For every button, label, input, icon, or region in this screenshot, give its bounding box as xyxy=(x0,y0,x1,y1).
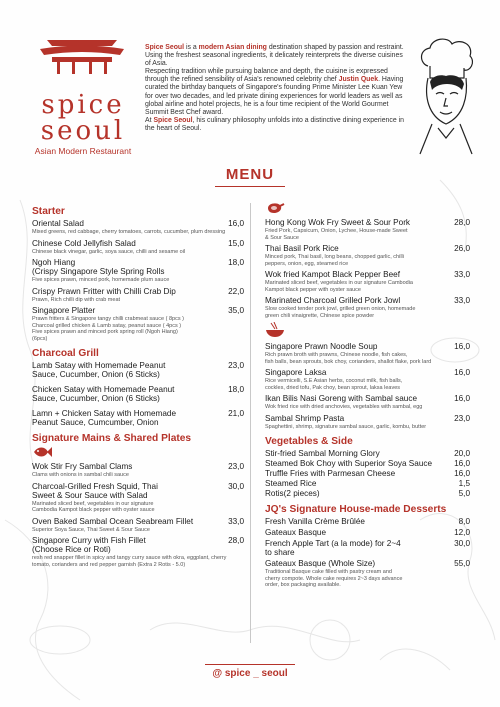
item-price: 33,0 xyxy=(228,516,244,526)
section-title-mains: Signature Mains & Shared Plates xyxy=(32,433,192,444)
item-name: Marinated Charcoal Grilled Pork Jowl xyxy=(265,296,401,305)
section-title-vegetables: Vegetables & Side xyxy=(265,436,353,447)
item-name: Chinese Cold Jellyfish Salad xyxy=(32,238,136,248)
item-price: 16,0 xyxy=(454,459,470,468)
noodle-bowl-icon xyxy=(265,322,285,338)
item-price: 33,0 xyxy=(454,296,470,305)
section-title-grill: Charcoal Grill xyxy=(32,348,99,359)
menu-item xyxy=(32,306,244,342)
intro-text-span: Having curated the birthday banquets of Singapore's founding Prime Minister Lee Kuan Yew for over two decades, and led private dining experiences for world leaders as well as global airline and hotel projects, he is a four time recipient of the World Gourmet Summit Best Chef award. xyxy=(145,76,404,116)
item-description: Five spices prawn, minced pork, homemade plum sauce xyxy=(32,277,170,283)
meat-icon-line xyxy=(265,202,470,216)
item-price: 18,0 xyxy=(228,385,244,394)
item-price: 18,0 xyxy=(228,258,244,267)
intro-paragraph-1 xyxy=(145,44,410,68)
menu-item xyxy=(265,479,470,488)
menu-item xyxy=(32,239,244,256)
item-name: Crispy Prawn Fritter with Chilli Crab Dip xyxy=(32,286,176,296)
item-price: 16,0 xyxy=(228,219,244,228)
intro-text-span: destination shaped by passion and restraint. Using the freshest seasonal ingredients, it delicately reinterprets the diverse cuisines of Asia. xyxy=(145,44,404,68)
right-column xyxy=(265,200,470,592)
item-description: Prawn, Rich chilli dip with crab meat xyxy=(32,296,121,303)
item-price: 12,0 xyxy=(454,528,470,537)
column-divider xyxy=(250,203,251,643)
item-price: 5,0 xyxy=(458,489,470,498)
section-title-desserts: JQ's Signature House-made Desserts xyxy=(265,504,447,515)
item-price: 1,5 xyxy=(458,479,470,488)
intro-brand: Spice Seoul xyxy=(145,44,185,51)
chef-portrait-icon xyxy=(410,36,480,156)
menu-item xyxy=(32,258,244,284)
menu-item xyxy=(32,385,244,403)
item-name: Hong Kong Wok Fry Sweet & Sour Pork xyxy=(265,218,411,227)
social-handle: @ spice _ seoul xyxy=(212,668,288,679)
item-name: Oriental Salad xyxy=(32,219,84,228)
item-price: 16,0 xyxy=(454,394,470,403)
menu-title: MENU xyxy=(225,166,275,183)
logo-tagline: Asian Modern Restaurant xyxy=(34,146,132,156)
intro-text xyxy=(145,44,410,133)
logo-word-seoul: seoul xyxy=(40,116,126,146)
item-price: 20,0 xyxy=(454,449,470,458)
item-name: Singapore Platter xyxy=(32,306,96,315)
roof-icon xyxy=(32,38,132,78)
item-price: 33,0 xyxy=(454,270,470,279)
chef-name: Justin Quek xyxy=(338,76,379,84)
item-name: Singapore Laksa xyxy=(265,368,327,377)
item-name: Wok fried Kampot Black Pepper Beef xyxy=(265,270,401,279)
item-name: Truffle Fries with Parmesan Cheese xyxy=(265,469,396,478)
item-name: French Apple Tart (a la mode) for 2~4 to share xyxy=(265,539,401,557)
item-description: Wok fried rice with dried anchovies, vegetables with sambal, egg xyxy=(265,404,423,410)
menu-item xyxy=(265,517,470,526)
item-price: 28,0 xyxy=(228,536,244,545)
item-price: 55,0 xyxy=(454,559,470,568)
item-price: 30,0 xyxy=(454,539,470,548)
menu-item xyxy=(32,482,244,514)
item-name: Lamb Satay with Homemade Peanut Sauce, Cucumber, Onion (6 Sticks) xyxy=(32,361,166,379)
item-name: Thai Basil Pork Rice xyxy=(265,244,339,253)
menu-item xyxy=(265,342,470,365)
item-price: 8,0 xyxy=(458,517,470,526)
menu-item xyxy=(265,459,470,468)
section-title-starter: Starter xyxy=(32,206,65,217)
meat-icon xyxy=(265,202,285,214)
item-name: Ngoh Hiang (Crispy Singapore Style Spring Rolls xyxy=(32,258,165,276)
intro-text-span: is a xyxy=(184,44,199,51)
menu-item xyxy=(32,462,244,479)
menu-title-underline xyxy=(215,186,285,187)
fish-icon-line xyxy=(32,446,244,460)
intro-brand: Spice Seoul xyxy=(153,116,193,124)
item-price: 16,0 xyxy=(454,342,470,351)
item-description: resh red snapper fillet in spicy and tangy curry sauce with okra, eggplant, cherry tomato, corianders and red pepper garnish (Extra 2 Rotis - 5.0) xyxy=(32,555,227,568)
fish-icon xyxy=(32,446,52,458)
item-price: 21,0 xyxy=(228,409,244,418)
item-name: Sambal Shrimp Pasta xyxy=(265,413,345,423)
item-description: Minced pork, Thai basil, long beans, chopped garlic, chilli peppers, onion, egg, steamed rice xyxy=(265,254,405,267)
menu-item xyxy=(265,394,470,411)
item-price: 28,0 xyxy=(454,218,470,227)
menu-item xyxy=(265,218,470,241)
menu-item xyxy=(265,559,470,589)
intro-text-span: Respecting tradition while pursuing balance and depth, the cuisine is expressed through the refined sensibility of Asia's renowned celebrity chef xyxy=(145,68,388,84)
menu-item xyxy=(32,536,244,568)
menu-item xyxy=(32,361,244,379)
intro-highlight: modern Asian dining xyxy=(198,44,267,51)
noodle-icon-line xyxy=(265,322,470,340)
item-description: Prawn fritters & Singapore tangy chilli crabmeat sauce ( 8pcs ) Charcoal grilled chicken & Lamb satay, peanut sauce ( 4pcs ) Five spices prawn and minced pork spring roll (Ngoh Hiang) (6pcs) xyxy=(32,316,184,342)
intro-text-span: , his culinary philosophy unfolds into a distinctive dining experience in the heart of Seoul. xyxy=(145,116,404,132)
item-name: Ikan Bilis Nasi Goreng with Sambal sauce xyxy=(265,394,417,403)
menu-item xyxy=(32,219,244,236)
item-name: Singapore Curry with Fish Fillet (Choose Rice or Roti) xyxy=(32,536,146,554)
item-price: 15,0 xyxy=(228,238,244,248)
intro-text-span: At xyxy=(145,116,154,124)
menu-item xyxy=(265,296,470,319)
item-price: 16,0 xyxy=(454,368,470,377)
item-price: 23,0 xyxy=(228,462,244,471)
intro-paragraph-2 xyxy=(145,68,410,117)
item-description: Marinated sliced beef, vegetables in our signature Cambodia Kampot black pepper with oyster sauce xyxy=(265,280,413,293)
item-price: 23,0 xyxy=(454,413,470,423)
menu-item xyxy=(265,528,470,537)
item-description: Marinated sliced beef, vegetables in our signature Cambodia Kampot black pepper with oyster sauce xyxy=(32,500,155,513)
footer-rule xyxy=(205,664,295,665)
item-name: Steamed Rice xyxy=(265,479,317,488)
left-column xyxy=(32,200,244,571)
item-description: Superior Soya Sauce, Thai Sweet & Sour Sauce xyxy=(32,526,150,533)
menu-item xyxy=(32,517,244,534)
item-description: Rice vermicelli, S.E Asian herbs, coconut milk, fish balls, cockles, dried tofu, Pak choy, bean sprout, laksa leaves xyxy=(265,378,403,391)
menu-item xyxy=(265,489,470,498)
item-name: Fresh Vanilla Crème Brûlée xyxy=(265,517,365,526)
item-name: Stir-fried Sambal Morning Glory xyxy=(265,449,380,458)
menu-item xyxy=(265,270,470,293)
item-price: 30,0 xyxy=(228,481,244,491)
item-description: Traditional Basque cake filled with pastry cream and cherry compote. Whole cake requires 2~3 days advance order, box packaging available. xyxy=(265,569,403,588)
item-description: Chinese black vinegar, garlic, soya sauce, chilli and sesame oil xyxy=(32,248,186,255)
item-price: 22,0 xyxy=(228,286,244,296)
menu-item xyxy=(265,469,470,478)
item-description: Mixed greens, red cabbage, cherry tomatoes, carrots, cucumber, plum dressing xyxy=(32,229,226,235)
item-description: Clams with onions in sambal chili sauce xyxy=(32,472,129,478)
item-name: Charcoal-Grilled Fresh Squid, Thai Sweet & Sour Sauce with Salad xyxy=(32,481,158,500)
item-description: Rich prawn broth with prawns, Chinese noodle, fish cakes, fish balls, bean sprouts, bok choy, corianders, shallot flake, pork lard xyxy=(265,352,432,365)
restaurant-logo xyxy=(28,38,138,158)
intro-paragraph-3 xyxy=(145,117,410,133)
logo-word-spice: spice xyxy=(41,90,125,120)
item-description: Fried Pork, Capsicum, Onion, Lychee, House-made Sweet & Sour Sauce xyxy=(265,228,408,241)
menu-item xyxy=(32,409,244,427)
item-description: Spaghettini, shrimp, signature sambal sauce, garlic, kombu, butter xyxy=(265,423,427,430)
item-name: Chicken Satay with Homemade Peanut Sauce, Cucumber, Onion (6 Sticks) xyxy=(32,385,175,403)
item-price: 26,0 xyxy=(454,244,470,253)
item-name: Singapore Prawn Noodle Soup xyxy=(265,342,378,351)
item-name: Rotis(2 pieces) xyxy=(265,489,320,498)
item-description: Slow cooked tender pork jowl, grilled green onion, homemade green chili vinaigrette, Chinese spice powder xyxy=(265,306,416,319)
item-name: Gateaux Basque (Whole Size) xyxy=(265,559,376,568)
item-name: Wok Stir Fry Sambal Clams xyxy=(32,462,133,471)
item-name: Steamed Bok Choy with Superior Soya Sauce xyxy=(265,459,433,468)
item-price: 16,0 xyxy=(454,469,470,478)
menu-item xyxy=(265,449,470,458)
menu-item xyxy=(265,244,470,267)
menu-item xyxy=(265,414,470,431)
intro-text-span: . xyxy=(378,76,380,84)
menu-item xyxy=(32,287,244,304)
menu-item xyxy=(265,368,470,391)
item-name: Gateaux Basque xyxy=(265,528,326,537)
item-name: Lamn + Chicken Satay with Homemade Peanut Sauce, Cumcumber, Onion xyxy=(32,409,177,427)
menu-item xyxy=(265,539,470,557)
item-name: Oven Baked Sambal Ocean Seabream Fillet xyxy=(32,516,194,526)
item-price: 23,0 xyxy=(228,361,244,370)
item-price: 35,0 xyxy=(228,306,244,315)
